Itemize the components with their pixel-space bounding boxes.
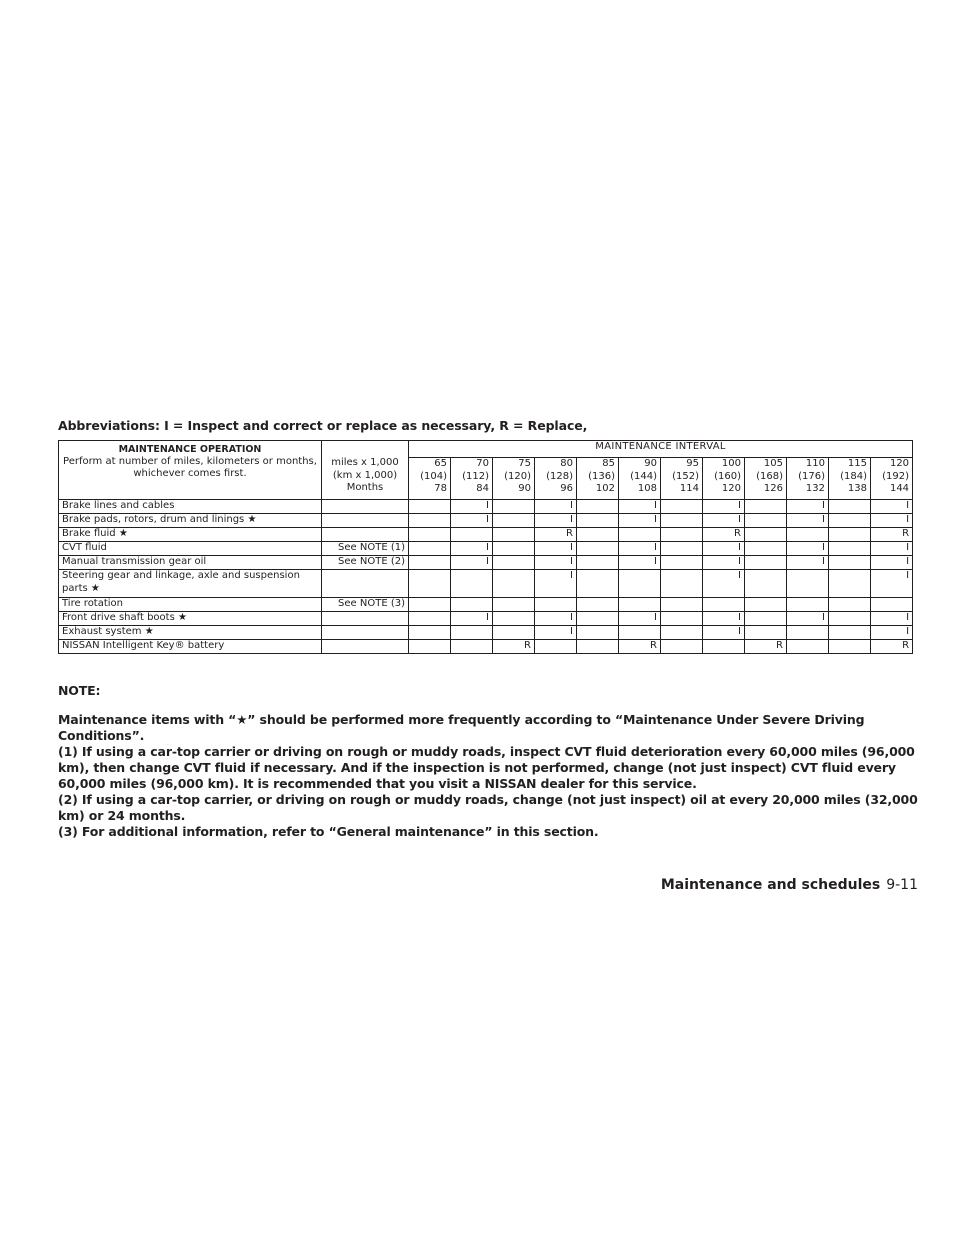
interval-mo: 102: [595, 483, 615, 494]
interval-mo: 96: [560, 483, 573, 494]
interval-mo: 144: [889, 483, 910, 494]
note-ref-cell: [322, 612, 409, 626]
table-row: [59, 626, 913, 640]
interval-value-cell: [661, 640, 703, 654]
interval-value-cell: [829, 612, 871, 626]
note-ref-cell: [322, 528, 409, 542]
interval-value-cell: R: [871, 640, 913, 654]
interval-value-cell: [409, 640, 451, 654]
star-icon: ★: [115, 528, 128, 539]
operation-cell: [59, 570, 322, 598]
table-row: [59, 598, 913, 612]
interval-column-header: [787, 458, 829, 500]
interval-value-cell: [787, 570, 829, 598]
interval-mi: 95: [686, 458, 699, 469]
units-months: Months: [346, 482, 384, 493]
interval-value-cell: [661, 570, 703, 598]
interval-mi: 110: [805, 458, 825, 469]
interval-value-cell: [787, 528, 829, 542]
interval-mi: 75: [518, 458, 531, 469]
interval-value-cell: I: [871, 542, 913, 556]
interval-km: (120): [504, 470, 531, 482]
interval-km: (192): [882, 470, 910, 482]
interval-mo: 132: [805, 483, 825, 494]
note-1: (1) If using a car-top carrier or driving on rough or muddy roads, inspect CVT fluid deterioration every 60,000 miles (96,000 km), then change CVT fluid if necessary. And if the inspection is not performed, change (not just inspect) CVT fluid every 60,000 miles (96,000 km). It is recommended that you visit a NISSAN dealer for this service.: [58, 744, 915, 791]
interval-km: (136): [588, 470, 615, 482]
interval-mi: 70: [476, 458, 489, 469]
interval-value-cell: [577, 500, 619, 514]
interval-value-cell: [493, 500, 535, 514]
operation-label: Tire rotation: [62, 598, 124, 609]
table-row: [59, 500, 913, 514]
interval-mo: 138: [847, 483, 867, 494]
interval-value-cell: I: [451, 514, 493, 528]
units-km: (km x 1,000): [332, 469, 398, 481]
table-row: [59, 514, 913, 528]
interval-value-cell: [661, 612, 703, 626]
interval-value-cell: I: [451, 612, 493, 626]
interval-km: (176): [798, 470, 825, 482]
abbreviations-line: Abbreviations: I = Inspect and correct or replace as necessary, R = Replace,: [58, 418, 588, 433]
star-icon: ★: [141, 626, 154, 637]
interval-value-cell: [451, 598, 493, 612]
notes-heading: NOTE:: [58, 683, 101, 698]
interval-value-cell: [661, 500, 703, 514]
notes-block: [58, 683, 918, 840]
interval-value-cell: [619, 570, 661, 598]
interval-value-cell: [745, 542, 787, 556]
interval-value-cell: I: [535, 542, 577, 556]
interval-value-cell: [577, 640, 619, 654]
interval-value-cell: [409, 598, 451, 612]
interval-mo: 126: [763, 483, 783, 494]
interval-value-cell: I: [451, 542, 493, 556]
interval-value-cell: I: [619, 556, 661, 570]
note-ref-cell: [322, 514, 409, 528]
interval-km: (104): [420, 470, 447, 482]
interval-value-cell: [577, 612, 619, 626]
interval-value-cell: [493, 570, 535, 598]
interval-value-cell: [829, 556, 871, 570]
interval-value-cell: I: [703, 542, 745, 556]
interval-value-cell: I: [787, 500, 829, 514]
table-row: [59, 556, 913, 570]
operation-cell: [59, 640, 322, 654]
interval-value-cell: [829, 626, 871, 640]
interval-value-cell: [577, 542, 619, 556]
interval-value-cell: I: [871, 570, 913, 598]
interval-km: (128): [546, 470, 573, 482]
interval-value-cell: R: [619, 640, 661, 654]
interval-value-cell: I: [535, 514, 577, 528]
interval-value-cell: I: [535, 500, 577, 514]
interval-column-header: [745, 458, 787, 500]
interval-value-cell: [577, 528, 619, 542]
interval-value-cell: [829, 542, 871, 556]
interval-km: (160): [714, 470, 741, 482]
operation-label: CVT fluid: [62, 542, 107, 553]
table-row: [59, 528, 913, 542]
interval-value-cell: I: [535, 612, 577, 626]
interval-mi: 120: [889, 458, 910, 469]
interval-value-cell: [577, 626, 619, 640]
interval-value-cell: [619, 598, 661, 612]
interval-value-cell: I: [787, 556, 829, 570]
interval-value-cell: [451, 626, 493, 640]
table-row: [59, 570, 913, 598]
interval-value-cell: [619, 528, 661, 542]
interval-mo: 108: [637, 483, 657, 494]
note-severe: Maintenance items with “★” should be performed more frequently according to “Maintenance Under Severe Driving Conditions”.: [58, 712, 865, 743]
interval-value-cell: [409, 514, 451, 528]
interval-column-header: [619, 458, 661, 500]
interval-value-cell: I: [787, 542, 829, 556]
interval-km: (168): [756, 470, 783, 482]
interval-value-cell: I: [535, 556, 577, 570]
interval-value-cell: R: [535, 528, 577, 542]
interval-mi: 100: [721, 458, 741, 469]
note-2: (2) If using a car-top carrier, or driving on rough or muddy roads, change (not just inspect) oil at every 20,000 miles (32,000 km) or 24 months.: [58, 792, 918, 823]
interval-value-cell: [829, 570, 871, 598]
interval-value-cell: [703, 598, 745, 612]
interval-value-cell: [577, 514, 619, 528]
page-footer: [661, 877, 918, 893]
operation-label: Brake pads, rotors, drum and linings: [62, 514, 245, 525]
operation-label: Steering gear and linkage, axle and suspension parts: [62, 570, 300, 594]
interval-value-cell: [535, 640, 577, 654]
interval-value-cell: [577, 556, 619, 570]
interval-value-cell: [829, 528, 871, 542]
interval-value-cell: [409, 626, 451, 640]
interval-column-header: [493, 458, 535, 500]
interval-value-cell: [577, 598, 619, 612]
interval-value-cell: [409, 570, 451, 598]
interval-value-cell: [409, 500, 451, 514]
note-ref-cell: [322, 500, 409, 514]
interval-km: (144): [630, 470, 657, 482]
interval-column-header: [409, 458, 451, 500]
operation-label: Brake lines and cables: [62, 500, 175, 511]
interval-value-cell: [661, 514, 703, 528]
operation-label: NISSAN Intelligent Key® battery: [62, 640, 225, 651]
note-ref-cell: [322, 570, 409, 598]
interval-column-header: [577, 458, 619, 500]
interval-value-cell: [409, 556, 451, 570]
interval-value-cell: I: [703, 556, 745, 570]
operation-cell: [59, 626, 322, 640]
interval-value-cell: I: [703, 626, 745, 640]
interval-value-cell: I: [619, 542, 661, 556]
operation-label: Manual transmission gear oil: [62, 556, 207, 567]
interval-column-header: [451, 458, 493, 500]
maintenance-interval-header: MAINTENANCE INTERVAL: [409, 441, 913, 458]
interval-mo: 120: [721, 483, 741, 494]
interval-column-header: [535, 458, 577, 500]
interval-column-header: [703, 458, 745, 500]
interval-value-cell: [493, 542, 535, 556]
interval-value-cell: [451, 640, 493, 654]
units-miles: miles x 1,000: [331, 457, 399, 468]
interval-column-header: [871, 458, 913, 500]
interval-mi: 90: [644, 458, 657, 469]
star-icon: ★: [174, 612, 187, 623]
interval-value-cell: [871, 598, 913, 612]
operation-label: Front drive shaft boots: [62, 612, 175, 623]
interval-mi: 115: [847, 458, 867, 469]
page-number: 9-11: [886, 877, 918, 893]
interval-mo: 114: [679, 483, 699, 494]
interval-value-cell: I: [619, 612, 661, 626]
interval-value-cell: [661, 542, 703, 556]
interval-value-cell: [787, 626, 829, 640]
interval-mi: 80: [560, 458, 573, 469]
interval-mo: 90: [518, 483, 531, 494]
interval-value-cell: [829, 598, 871, 612]
operation-description: Perform at number of miles, kilometers or months, whichever comes first.: [63, 455, 317, 480]
interval-km: (112): [462, 470, 489, 482]
interval-mo: 78: [434, 483, 447, 494]
interval-value-cell: [745, 528, 787, 542]
interval-value-cell: R: [493, 640, 535, 654]
interval-value-cell: [745, 556, 787, 570]
note-3: (3) For additional information, refer to “General maintenance” in this section.: [58, 824, 599, 839]
interval-km: (184): [840, 470, 867, 482]
interval-value-cell: [493, 626, 535, 640]
units-header: [322, 441, 409, 500]
interval-value-cell: R: [871, 528, 913, 542]
interval-value-cell: I: [703, 570, 745, 598]
maintenance-operation-header: [59, 441, 322, 500]
interval-value-cell: [745, 500, 787, 514]
operation-cell: [59, 556, 322, 570]
table-row: [59, 640, 913, 654]
operation-label: Exhaust system: [62, 626, 142, 637]
interval-value-cell: R: [703, 528, 745, 542]
interval-value-cell: [745, 514, 787, 528]
interval-mi: 105: [763, 458, 783, 469]
operation-cell: [59, 598, 322, 612]
interval-value-cell: [661, 626, 703, 640]
note-ref-cell: [322, 626, 409, 640]
interval-value-cell: [745, 570, 787, 598]
interval-value-cell: [619, 626, 661, 640]
interval-value-cell: [745, 626, 787, 640]
note-ref-cell: See NOTE (1): [322, 542, 409, 556]
interval-value-cell: [451, 570, 493, 598]
interval-value-cell: I: [619, 500, 661, 514]
interval-column-header: [829, 458, 871, 500]
interval-value-cell: [493, 514, 535, 528]
interval-value-cell: [493, 612, 535, 626]
interval-value-cell: [409, 528, 451, 542]
interval-value-cell: I: [703, 514, 745, 528]
footer-section-title: Maintenance and schedules: [660, 877, 881, 893]
operation-title: MAINTENANCE OPERATION: [118, 444, 262, 455]
interval-value-cell: [829, 500, 871, 514]
interval-value-cell: [661, 556, 703, 570]
operation-cell: [59, 612, 322, 626]
table-row: [59, 542, 913, 556]
operation-cell: [59, 542, 322, 556]
note-ref-cell: See NOTE (2): [322, 556, 409, 570]
interval-mi: 65: [434, 458, 447, 469]
interval-value-cell: I: [871, 626, 913, 640]
operation-cell: [59, 500, 322, 514]
note-ref-cell: [322, 640, 409, 654]
interval-value-cell: [745, 612, 787, 626]
interval-value-cell: I: [787, 514, 829, 528]
interval-column-header: [661, 458, 703, 500]
star-icon: ★: [244, 514, 257, 525]
interval-km: (152): [672, 470, 699, 482]
maintenance-schedule-table: [58, 440, 913, 654]
interval-value-cell: [787, 598, 829, 612]
interval-value-cell: [493, 598, 535, 612]
interval-value-cell: [745, 598, 787, 612]
interval-value-cell: [409, 612, 451, 626]
interval-value-cell: R: [745, 640, 787, 654]
interval-value-cell: [577, 570, 619, 598]
star-icon: ★: [87, 582, 100, 594]
interval-value-cell: I: [703, 612, 745, 626]
interval-value-cell: [829, 640, 871, 654]
note-ref-cell: See NOTE (3): [322, 598, 409, 612]
interval-value-cell: I: [619, 514, 661, 528]
interval-mo: 84: [476, 483, 489, 494]
operation-cell: [59, 528, 322, 542]
interval-value-cell: [829, 514, 871, 528]
interval-value-cell: I: [451, 556, 493, 570]
interval-value-cell: I: [535, 626, 577, 640]
interval-value-cell: [493, 556, 535, 570]
interval-value-cell: [703, 640, 745, 654]
interval-value-cell: I: [703, 500, 745, 514]
interval-value-cell: [661, 528, 703, 542]
interval-value-cell: I: [787, 612, 829, 626]
interval-value-cell: [409, 542, 451, 556]
interval-mi: 85: [602, 458, 615, 469]
interval-value-cell: [787, 640, 829, 654]
interval-value-cell: [661, 598, 703, 612]
interval-value-cell: I: [871, 556, 913, 570]
interval-value-cell: I: [871, 612, 913, 626]
table-row: [59, 612, 913, 626]
interval-value-cell: I: [535, 570, 577, 598]
interval-value-cell: [535, 598, 577, 612]
interval-value-cell: [493, 528, 535, 542]
interval-value-cell: I: [871, 514, 913, 528]
operation-label: Brake fluid: [62, 528, 116, 539]
interval-value-cell: [451, 528, 493, 542]
interval-value-cell: I: [451, 500, 493, 514]
interval-value-cell: I: [871, 500, 913, 514]
operation-cell: [59, 514, 322, 528]
